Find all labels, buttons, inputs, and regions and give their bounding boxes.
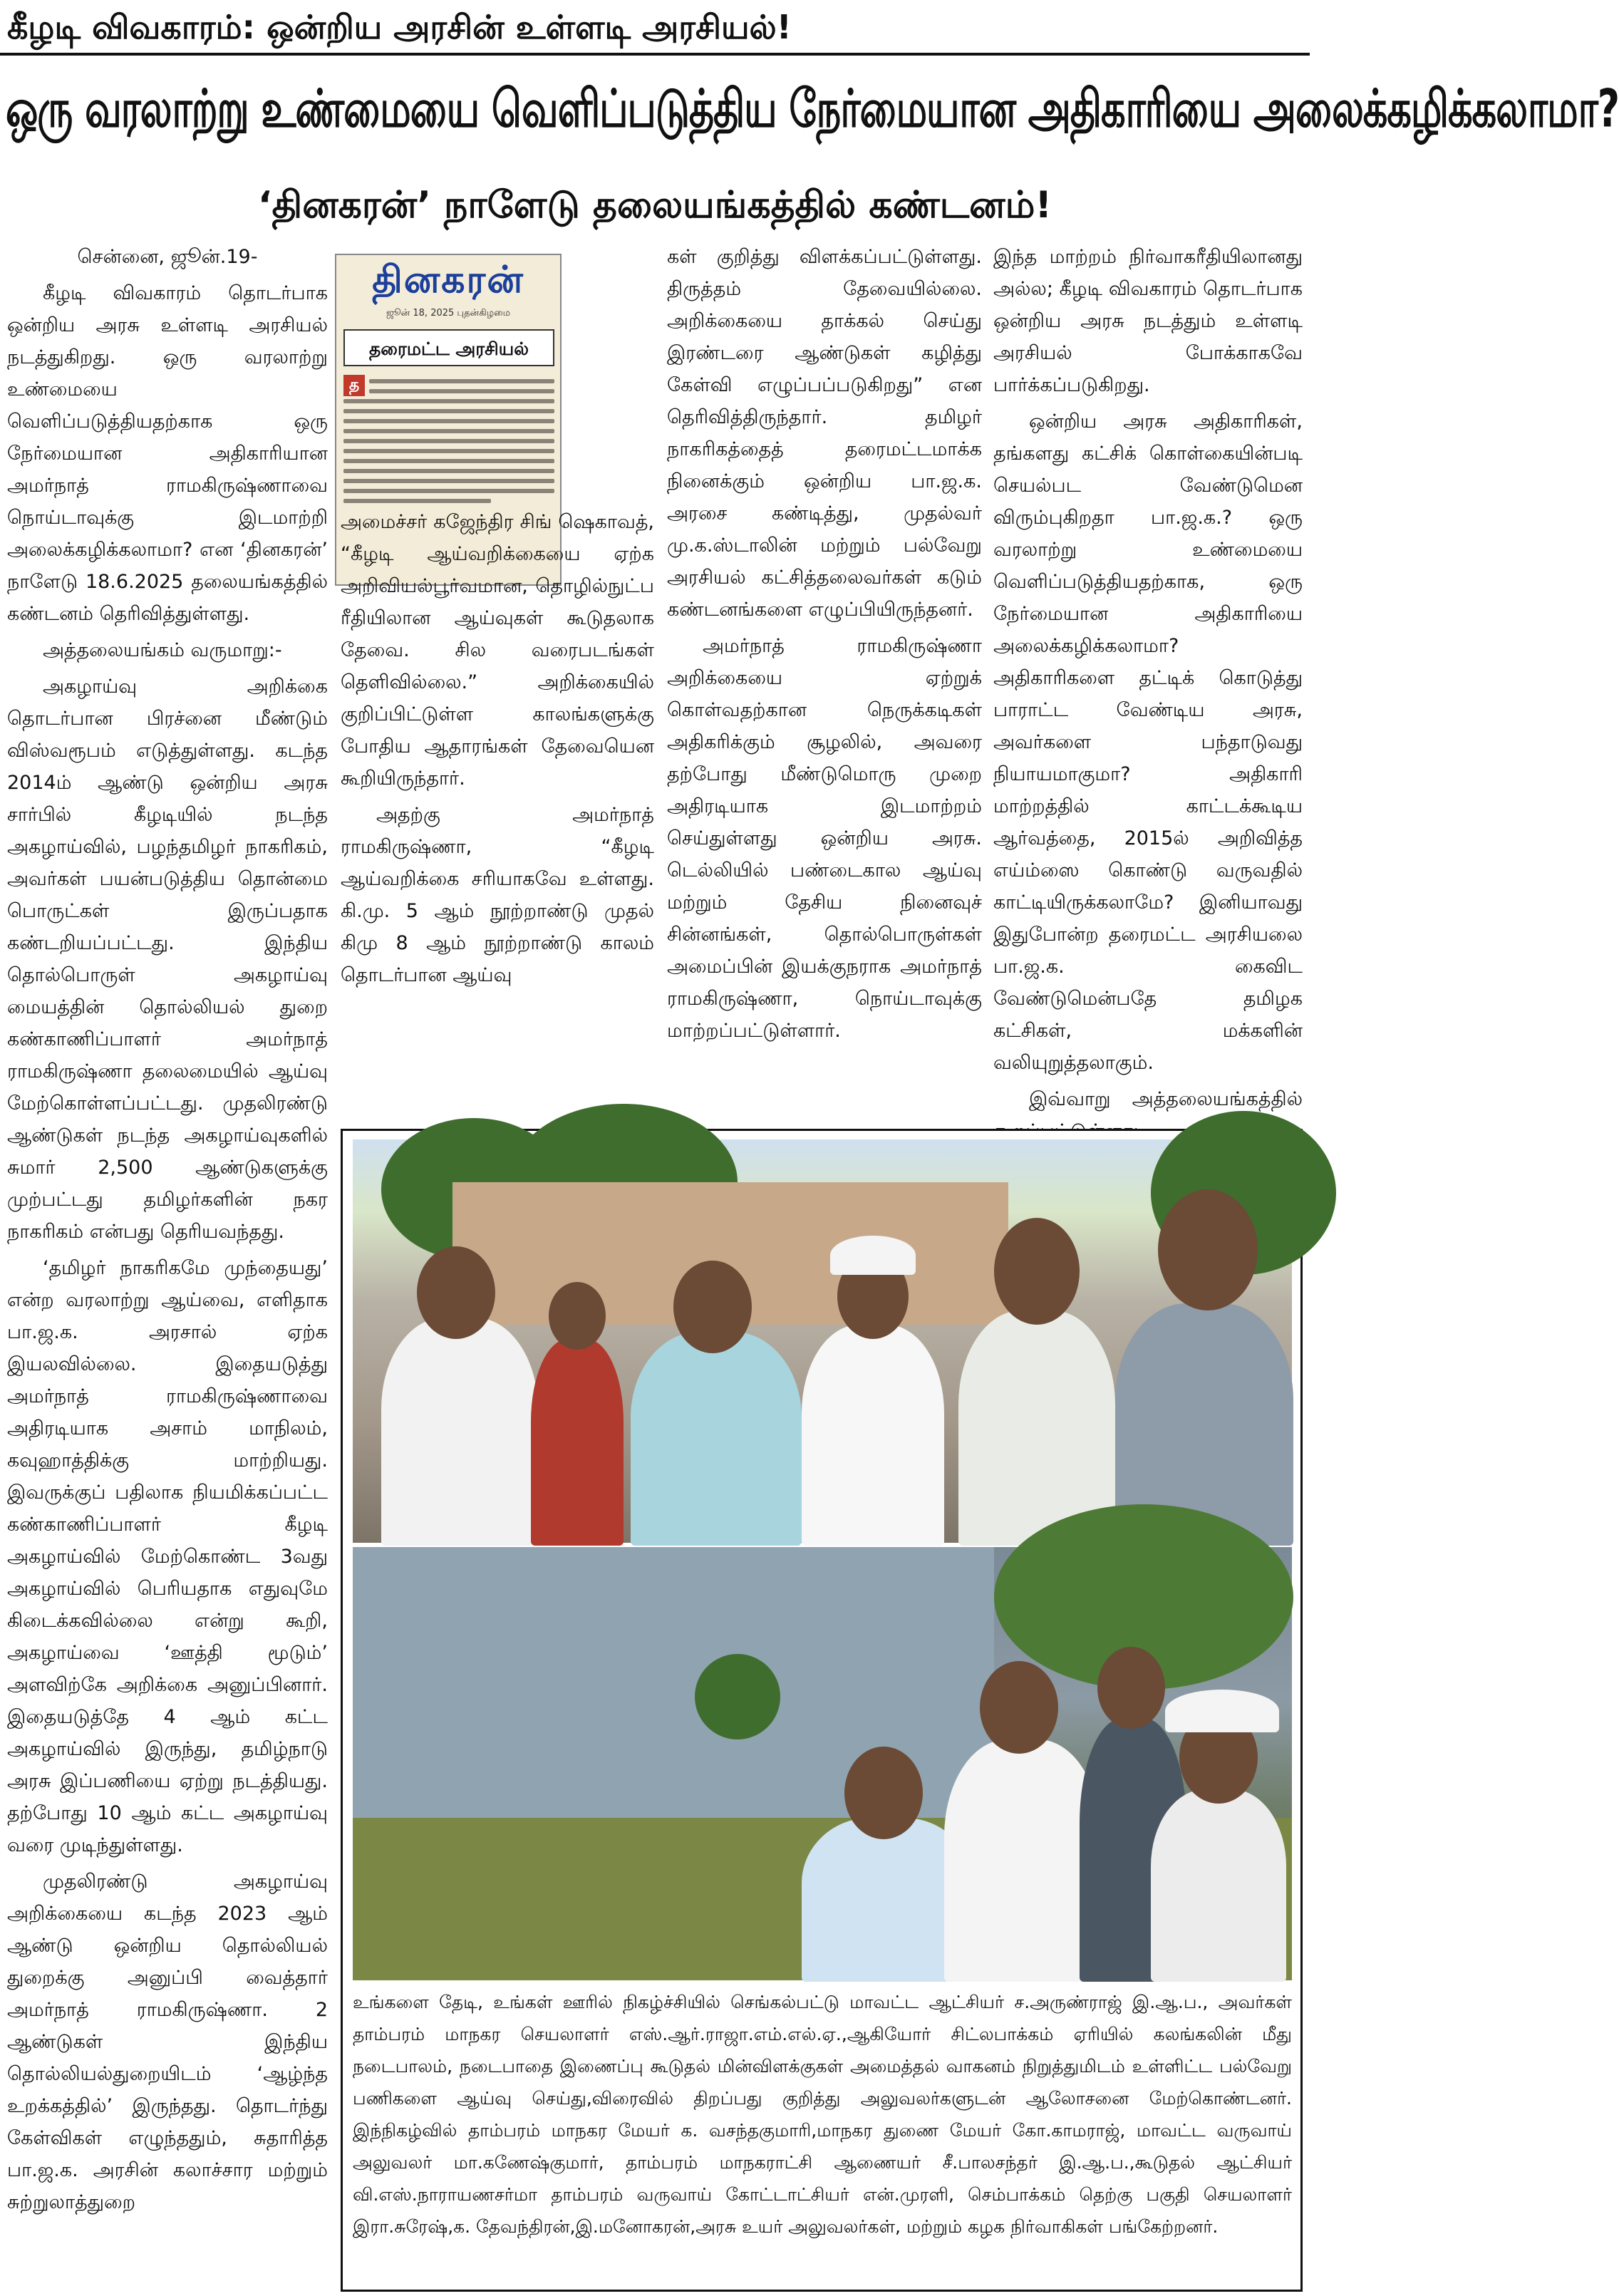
paragraph: கள் குறித்து விளக்கப்பட்டுள்ளது. திருத்தம் தேவையில்லை. அறிக்கையை தாக்கல் செய்து இரண்டரை ஆண்டுகள் கழித்து கேள்வி எழுப்பப்படுகிறது” என தெரிவித்திருந்தார். தமிழர் நாகரிகத்தைத் தரைமட்டமாக்க நினைக்கும் ஒன்றிய பா.ஜ.க. அரசை கண்டித்து, முதல்வர் மு.க.ஸ்டாலின் மற்றும் பல்வேறு அரசியல் கட்சித்தலைவர்கள் கடும் கண்டனங்களை எழுப்பியிருந்தனர்.	[667, 246, 982, 621]
article-column-4	[993, 241, 1303, 1124]
paragraph: ஒன்றிய அரசு அதிகாரிகள், தங்களது கட்சிக் கொள்கையின்படி செயல்பட வேண்டுமென விரும்புகிறதா பா.ஜ.க.? ஒரு வரலாற்று உண்மையை வெளிப்படுத்தியதற்காக, ஒரு நேர்மையான அதிகாரியை அலைக்கழிக்கலாமா? அதிகாரிகளை தட்டிக் கொடுத்து பாராட்ட வேண்டிய அரசு, அவர்களை பந்தாடுவது நியாயமாகுமா? அதிகாரி மாற்றத்தில் காட்டக்கூடிய ஆர்வத்தை, 2015ல் அறிவித்த எய்ம்ஸை கொண்டு வருவதில் காட்டியிருக்கலாமே? இனியாவது இதுபோன்ற தரைமட்ட அரசியலை பா.ஜ.க. கைவிட வேண்டுமென்பதே தமிழக கட்சிகள், மக்களின் வலியுறுத்தலாகும்.	[993, 410, 1303, 1074]
paragraph: ‘தமிழர் நாகரிகமே முந்தையது’ என்ற வரலாற்று ஆய்வை, எளிதாக பா.ஜ.க. அரசால் ஏற்க இயலவில்லை. இதையடுத்து அமர்நாத் ராமகிருஷ்ணாவை அதிரடியாக அசாம் மாநிலம், கவுஹாத்திக்கு மாற்றியது. இவருக்குப் பதிலாக நியமிக்கப்பட்ட கண்காணிப்பாளர் கீழடி அகழாய்வில் மேற்கொண்ட 3வது அகழாய்வில் பெரியதாக எதுவுமே கிடைக்கவில்லை என்று கூறி, அகழாய்வை ‘ஊத்தி மூடும்’ அளவிற்கே அறிக்கை அனுப்பினார். இதையடுத்தே 4 ஆம் கட்ட அகழாய்வில் இருந்து, தமிழ்நாடு அரசு இப்பணியை ஏற்று நடத்தியது. தற்போது 10 ஆம் கட்ட அகழாய்வு வரை முடிந்துள்ளது.	[7, 1257, 328, 1856]
dateline: சென்னை, ஜூன்.19-	[77, 246, 258, 268]
paragraph: அத்தலையங்கம் வருமாறு:-	[43, 639, 282, 661]
clipping-title: தரைமட்ட அரசியல்	[343, 329, 554, 366]
article-column-1	[7, 241, 328, 2293]
clipping-masthead: தினகரன்	[372, 258, 524, 301]
clipping-date: ஜூன் 18, 2025 புதன்கிழமை	[386, 308, 511, 319]
lake-inspection-photo	[353, 1547, 1292, 1980]
photo-feature	[341, 1129, 1303, 2292]
subheadline: ‘தினகரன்’ நாளேடு தலையங்கத்தில் கண்டனம்!	[257, 184, 1052, 227]
paragraph: இவ்வாறு அத்தலையங்கத்தில்	[1029, 1088, 1303, 1110]
kicker-line: கீழடி விவகாரம்: ஒன்றிய அரசின் உள்ளடி அரசியல்!	[7, 8, 792, 46]
article-column-3	[667, 241, 982, 1124]
article-column-2	[341, 506, 654, 1119]
paragraph: அகழாய்வு அறிக்கை தொடர்பான பிரச்னை மீண்டும் விஸ்வரூபம் எடுத்துள்ளது. கடந்த 2014ம் ஆண்டு ஒன்றிய அரசு சார்பில் கீழடியில் நடந்த அகழாய்வில், பழந்தமிழர் நாகரிகம், அவர்கள் பயன்படுத்திய தொன்மை பொருட்கள் இருப்பதாக கண்டறியப்பட்டது. இந்திய தொல்பொருள் அகழாய்வு மையத்தின் தொல்லியல் துறை கண்காணிப்பாளர் அமர்நாத் ராமகிருஷ்ணா தலைமையில் ஆய்வு மேற்கொள்ளப்பட்டது. முதலிரண்டு ஆண்டுகள் நடந்த அகழாய்வுகளில் சுமார் 2,500 ஆண்டுகளுக்கு முற்பட்டது தமிழர்களின் நகர நாகரிகம் என்பது தெரியவந்தது.	[7, 676, 328, 1243]
clipping-dropcap: த	[343, 375, 365, 396]
inspection-group-photo	[353, 1139, 1292, 1543]
photo-caption: உங்களை தேடி, உங்கள் ஊரில் நிகழ்ச்சியில் செங்கல்பட்டு மாவட்ட ஆட்சியர் ச.அருண்ராஜ் இ.ஆ.ப., அவர்கள் தாம்பரம் மாநகர செயலாளர் எஸ்.ஆர்.ராஜா.எம்.எல்.ஏ.,ஆகியோர் சிட்லபாக்கம் ஏரியில் கலங்கலின் மீது நடைபாலம், நடைபாதை இணைப்பு கூடுதல் மின்விளக்குகள் அமைத்தல் வாகனம் நிறுத்துமிடம் உள்ளிட்ட பல்வேறு பணிகளை ஆய்வு செய்து,விரைவில் திறப்பது குறித்து அலுவலர்களுடன் ஆலோசனை மேற்கொண்டனர். இந்நிகழ்வில் தாம்பரம் மாநகர மேயர் க. வசந்தகுமாரி,மாநகர துணை மேயர் கோ.காமராஜ், மாவட்ட வருவாய் அலுவலர் மா.கணேஷ்குமார், தாம்பரம் மாநகராட்சி ஆணையர் சீ.பாலசந்தர் இ.ஆ.ப.,கூடுதல் ஆட்சியர் வி.எஸ்.நாராயணசர்மா தாம்பரம் வருவாய் கோட்டாட்சியர் என்.முரளி, செம்பாக்கம் தெற்கு பகுதி செயலாளர் இரா.சுரேஷ்,க. தேவந்திரன்,இ.மனோகரன்,அரசு உயர் அலுவலர்கள், மற்றும் கழக நிர்வாகிகள் பங்கேற்றனர்.	[353, 1992, 1292, 2237]
paragraph: முதலிரண்டு அகழாய்வு அறிக்கையை கடந்த 2023 ஆம் ஆண்டு ஒன்றிய தொல்லியல் துறைக்கு அனுப்பி வைத்தார் அமர்நாத் ராமகிருஷ்ணா. 2 ஆண்டுகள் இந்திய தொல்லியல்துறையிடம் ‘ஆழ்ந்த உறக்கத்தில்’ இருந்தது. தொடர்ந்து கேள்விகள் எழுந்ததும், சுதாரித்த பா.ஜ.க. அரசின் கலாச்சார மற்றும் சுற்றுலாத்துறை	[7, 1871, 328, 2213]
paragraph: அதற்கு அமர்நாத் ராமகிருஷ்ணா, “கீழடி ஆய்வறிக்கை சரியாகவே உள்ளது. கி.மு. 5 ஆம் நூற்றாண்டு முதல் கிமு 8 ஆம் நூற்றாண்டு காலம் தொடர்பான ஆய்வு	[341, 804, 654, 986]
paragraph: அமர்நாத் ராமகிருஷ்ணா அறிக்கையை ஏற்றுக் கொள்வதற்கான நெருக்கடிகள் அதிகரிக்கும் சூழலில், அவரை தற்போது மீண்டுமொரு முறை அதிரடியாக இடமாற்றம் செய்துள்ளது ஒன்றிய அரசு. டெல்லியில் பண்டைகால ஆய்வு மற்றும் தேசிய நினைவுச் சின்னங்கள், தொல்பொருள்கள் அமைப்பின் இயக்குநராக அமர்நாத் ராமகிருஷ்ணா, நொய்டாவுக்கு மாற்றப்பட்டுள்ளார்.	[667, 635, 982, 1042]
paragraph: இந்த மாற்றம் நிர்வாகரீதியிலானது அல்ல; கீழடி விவகாரம் தொடர்பாக ஒன்றிய அரசு நடத்தும் உள்ளடி அரசியல் போக்காகவே பார்க்கப்படுகிறது.	[993, 246, 1303, 396]
headline: ஒரு வரலாற்று உண்மையை வெளிப்படுத்திய நேர்மையான அதிகாரியை அலைக்கழிக்கலாமா?	[6, 78, 1619, 139]
paragraph: கீழடி விவகாரம் தொடர்பாக ஒன்றிய அரசு உள்ளடி அரசியல் நடத்துகிறது. ஒரு வரலாற்று உண்மையை வெளிப்படுத்தியதற்காக ஒரு நேர்மையான அதிகாரியான அமர்நாத் ராமகிருஷ்ணாவை நொய்டாவுக்கு இடமாற்றி அலைக்கழிக்கலாமா? என ‘தினகரன்’ நாளேடு 18.6.2025 தலையங்கத்தில் கண்டனம் தெரிவித்துள்ளது.	[7, 282, 328, 625]
paragraph: அமைச்சர் கஜேந்திர சிங் ஷெகாவத், “கீழடி ஆய்வறிக்கையை ஏற்க அறிவியல்பூர்வமான, தொழில்நுட்ப ரீதியிலான ஆய்வுகள் கூடுதலாக தேவை. சில வரைபடங்கள் தெளிவில்லை.” அறிக்கையில் குறிப்பிட்டுள்ள காலங்களுக்கு போதிய ஆதாரங்கள் தேவையென கூறியிருந்தார்.	[341, 511, 654, 790]
